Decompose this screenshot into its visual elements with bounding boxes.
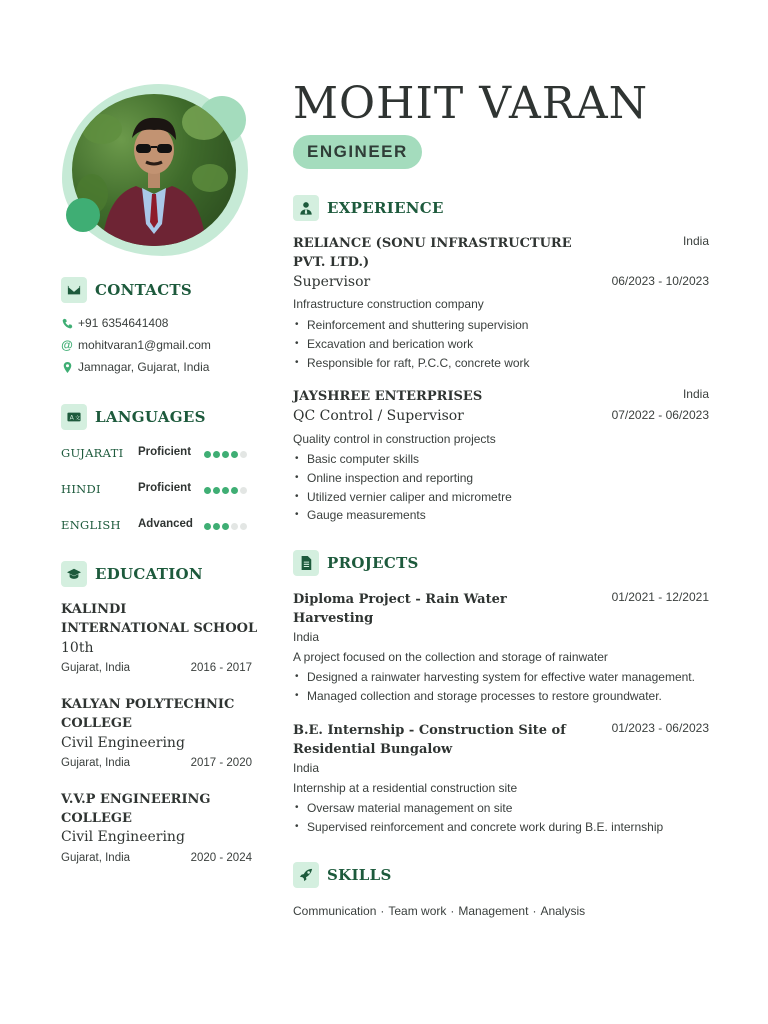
- skill-separator: ·: [532, 904, 537, 918]
- rating-dot: [240, 523, 247, 530]
- education-meta: [61, 662, 252, 674]
- education-location: Gujarat, India: [61, 662, 131, 674]
- list-item: • Gauge measurements: [293, 506, 512, 525]
- language-item-hindi: [61, 482, 256, 498]
- document-icon: [293, 550, 319, 576]
- experience-section-header: [293, 195, 444, 221]
- project-dates: 01/2021 - 12/2021: [611, 590, 709, 604]
- language-name: GUJARATI: [61, 446, 124, 460]
- experience-location: India: [682, 234, 709, 248]
- project-description: A project focused on the collection and storage of rainwater: [293, 650, 608, 664]
- rating-dot: [231, 487, 238, 494]
- list-item: • Reinforcement and shuttering supervision: [293, 316, 530, 335]
- contact-location-text: Jamnagar, Gujarat, India: [78, 360, 210, 374]
- list-item: • Supervised reinforcement and concrete work during B.E. internship: [293, 818, 663, 837]
- education-degree: Civil Engineering: [61, 735, 185, 751]
- project-title: Diploma Project - Rain Water Harvesting: [293, 592, 507, 626]
- user-tie-icon: [293, 195, 319, 221]
- education-school-name: KALINDI INTERNATIONAL SCHOOL: [61, 602, 258, 636]
- education-degree: Civil Engineering: [61, 829, 185, 845]
- experience-position: Supervisor: [293, 274, 371, 290]
- map-pin-icon: [61, 361, 73, 373]
- rating-dot: [222, 523, 229, 530]
- rating-dot: [213, 451, 220, 458]
- rating-dot: [231, 523, 238, 530]
- svg-text:文: 文: [74, 415, 81, 422]
- education-school-name: V.V.P ENGINEERING COLLEGE: [61, 792, 211, 826]
- rating-dot: [240, 451, 247, 458]
- language-level: Proficient: [138, 446, 192, 458]
- experience-position: QC Control / Supervisor: [293, 408, 464, 424]
- language-level: Proficient: [138, 482, 192, 494]
- language-level: Advanced: [138, 518, 193, 530]
- education-years: 2020 - 2024: [190, 852, 252, 864]
- experience-dates: 07/2022 - 06/2023: [611, 408, 709, 422]
- experience-company: RELIANCE (SONU INFRASTRUCTURE PVT. LTD.): [293, 236, 572, 270]
- education-meta: [61, 757, 252, 769]
- project-title: B.E. Internship - Construction Site of Residential Bungalow: [293, 723, 566, 757]
- list-item: • Basic computer skills: [293, 450, 512, 469]
- education-years: 2017 - 2020: [190, 757, 252, 769]
- education-degree: 10th: [61, 640, 94, 656]
- list-item: • Utilized vernier caliper and micrometre: [293, 488, 512, 507]
- experience-dates: 06/2023 - 10/2023: [611, 274, 709, 288]
- contact-phone-text: +91 6354641408: [78, 316, 169, 330]
- svg-text:A: A: [69, 414, 74, 422]
- list-item: • Oversaw material management on site: [293, 799, 663, 818]
- languages-section-header: [61, 404, 206, 430]
- list-item: • Online inspection and reporting: [293, 469, 512, 488]
- skill-separator: ·: [450, 904, 455, 918]
- rating-dot: [213, 487, 220, 494]
- rating-dot: [213, 523, 220, 530]
- skill-separator: ·: [380, 904, 385, 918]
- language-icon: [61, 404, 87, 430]
- list-item: • Managed collection and storage processes to restore groundwater.: [293, 687, 695, 706]
- education-years: 2016 - 2017: [190, 662, 252, 674]
- experience-description: Infrastructure construction company: [293, 297, 484, 311]
- rating-dot: [222, 487, 229, 494]
- experience-title: EXPERIENCE: [327, 199, 444, 217]
- project-location: India: [293, 630, 320, 644]
- contact-location: [61, 360, 209, 374]
- education-location: Gujarat, India: [61, 852, 131, 864]
- rating-dot: [240, 487, 247, 494]
- rating-dot: [204, 451, 211, 458]
- language-item-gujarati: [61, 446, 256, 462]
- education-meta: [61, 852, 252, 864]
- skills-section-header: [293, 862, 392, 888]
- phone-icon: [61, 317, 73, 329]
- candidate-name: MOHIT VARAN: [293, 78, 649, 129]
- language-rating: [204, 487, 249, 494]
- profile-photo-frame: [60, 82, 252, 260]
- project-bullets: [293, 799, 663, 837]
- list-item: • Responsible for raft, P.C.C, concrete work: [293, 354, 530, 373]
- project-dates: 01/2023 - 06/2023: [611, 721, 709, 735]
- contacts-section-header: [61, 277, 192, 303]
- skill-item: Analysis: [540, 904, 586, 918]
- project-description: Internship at a residential construction site: [293, 781, 518, 795]
- contact-email-text: mohitvaran1@gmail.com: [78, 338, 211, 352]
- list-item: • Designed a rainwater harvesting system for effective water management.: [293, 668, 695, 687]
- skill-item: Management: [458, 904, 529, 918]
- contact-email[interactable]: [61, 338, 211, 352]
- experience-bullets: [293, 450, 512, 525]
- project-location: India: [293, 761, 320, 775]
- graduation-cap-icon: [61, 561, 87, 587]
- education-section-header: [61, 561, 203, 587]
- skills-list: [293, 904, 585, 918]
- projects-title: PROJECTS: [327, 554, 419, 572]
- language-rating: [204, 451, 249, 458]
- rating-dot: [204, 523, 211, 530]
- skill-item: Team work: [388, 904, 447, 918]
- projects-section-header: [293, 550, 419, 576]
- education-title: EDUCATION: [95, 565, 203, 583]
- language-item-english: [61, 518, 256, 534]
- experience-company: JAYSHREE ENTERPRISES: [293, 389, 483, 404]
- skill-item: Communication: [293, 904, 377, 918]
- language-name: ENGLISH: [61, 518, 121, 532]
- education-school-name: KALYAN POLYTECHNIC COLLEGE: [61, 697, 235, 731]
- contact-phone[interactable]: [61, 316, 168, 330]
- language-name: HINDI: [61, 482, 101, 496]
- experience-bullets: [293, 316, 530, 372]
- rating-dot: [222, 451, 229, 458]
- skills-title: SKILLS: [327, 866, 392, 884]
- rating-dot: [231, 451, 238, 458]
- education-location: Gujarat, India: [61, 757, 131, 769]
- rocket-icon: [293, 862, 319, 888]
- rating-dot: [204, 487, 211, 494]
- at-sign-icon: @: [61, 338, 73, 352]
- envelope-icon: [61, 277, 87, 303]
- languages-title: LANGUAGES: [95, 408, 206, 426]
- project-bullets: [293, 668, 695, 706]
- list-item: • Excavation and berication work: [293, 335, 530, 354]
- language-rating: [204, 523, 249, 530]
- experience-location: India: [682, 387, 709, 401]
- photo-blob-dot: [66, 198, 100, 232]
- role-badge: ENGINEER: [293, 135, 422, 169]
- contacts-title: CONTACTS: [95, 281, 193, 299]
- experience-description: Quality control in construction projects: [293, 432, 496, 446]
